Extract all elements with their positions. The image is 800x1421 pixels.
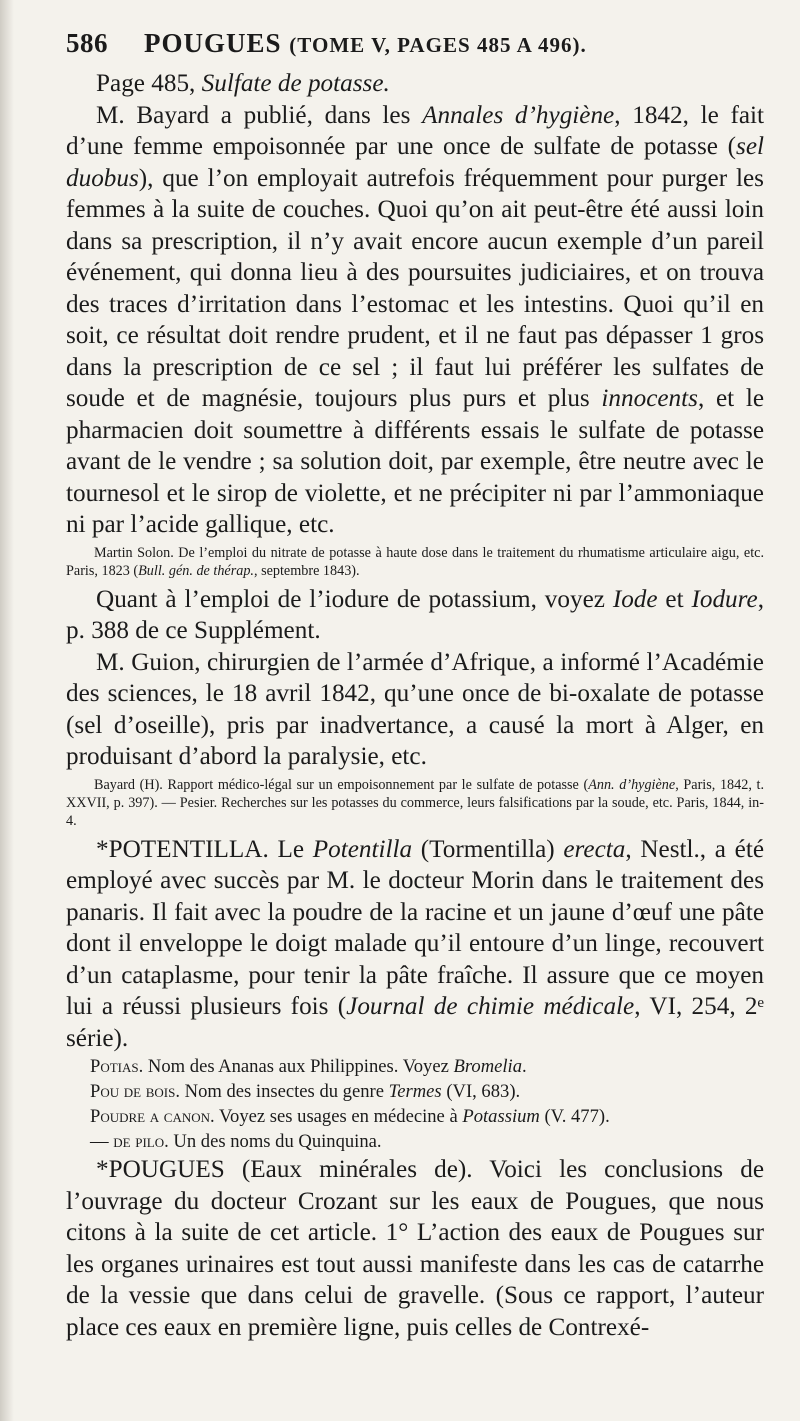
text: , p. 388 de ce Supplément.	[66, 585, 764, 644]
italic-text: erecta	[563, 835, 626, 863]
cross-reference: Potassium	[462, 1106, 540, 1127]
text: , Paris, 1842, t. XXVII, p. 397). — Pesier. Recherches sur les potasses du commerce, leurs falsifications par la soude, etc. Paris, 1844, in-4.	[66, 776, 764, 829]
cross-reference: Iode	[612, 585, 658, 613]
text: (V. 477).	[539, 1106, 610, 1127]
italic-text: Bull. gén. de thérap.	[138, 562, 254, 579]
running-header	[66, 28, 764, 68]
entry-head: *POTENTILLA. Le	[96, 835, 313, 863]
paragraph-bayard	[66, 100, 764, 541]
text: , septembre 1843).	[253, 562, 360, 579]
italic-text: Potentilla	[312, 835, 413, 863]
entry-head: Potias.	[90, 1056, 144, 1077]
entry-head: Pou de bois.	[90, 1081, 181, 1102]
cross-reference: Bromelia	[453, 1056, 523, 1077]
text: Voyez ses usages en médecine à	[214, 1106, 463, 1127]
italic-text: Sulfate de potasse.	[201, 70, 390, 97]
text: (Tormentilla)	[412, 835, 564, 863]
italic-text: Journal de chimie médicale	[346, 993, 635, 1020]
text: Nom des Ananas aux Philippines. Voyez	[143, 1056, 454, 1077]
text: M. Bayard a publié, dans les	[96, 101, 423, 129]
italic-text: innocents	[601, 385, 698, 412]
text: (VI, 683).	[441, 1081, 521, 1102]
entry-head: Poudre a canon.	[90, 1106, 215, 1127]
italic-text: Ann. d’hygiène	[588, 776, 676, 793]
entry-head: — de pilo.	[90, 1131, 169, 1152]
entry-pougues	[66, 1154, 764, 1343]
entry-potentilla	[66, 834, 764, 1055]
text: Page 485,	[96, 70, 202, 97]
text: Bayard (H). Rapport médico-légal sur un empoisonnement par le sulfate de potasse (	[94, 776, 589, 793]
entry-pou-de-bois	[66, 1079, 764, 1104]
text: Nom des insectes du genre	[180, 1081, 389, 1102]
entry-potias	[66, 1054, 764, 1079]
bibliographic-note	[66, 776, 764, 830]
text: Un des noms du Quinquina.	[168, 1131, 382, 1152]
cross-reference: Termes	[388, 1081, 442, 1102]
text: Quant à l’emploi de l’iodure de potassium, voyez	[96, 585, 613, 613]
text: *POUGUES (Eaux minérales de). Voici les conclusions de l’ouvrage du docteur Crozant sur les eaux de Pougues, que nous citons à la suite de cet article. 1° L’action des eaux de Pougues sur les organes urinaires est tout aussi manifeste dans les cas de catarrhe de la vessie que dans celui de gravelle. (Sous ce rapport, l’auteur place ces eaux en première ligne, puis celles de Contrexé-	[66, 1156, 764, 1341]
running-title-word: POUGUES	[144, 28, 282, 58]
cross-reference: Iodure	[691, 585, 758, 613]
paragraph-iodure	[66, 584, 764, 647]
text: .	[522, 1056, 527, 1077]
running-title	[144, 28, 587, 59]
entry-poudre-a-canon	[66, 1104, 764, 1129]
text: , et le pharmacien doit soumettre à différents essais le sulfate de potasse avant de le vendre ; sa solution doit, par exemple, être neutre avec le tournesol et le sirop de violette, et ne précipiter ni par l’ammoniaque ni par l’acide gallique, etc.	[66, 385, 764, 538]
text: , VI, 254, 2ᵉ série).	[66, 993, 764, 1052]
text: et	[657, 585, 692, 613]
entry-de-pilo	[66, 1129, 764, 1154]
volume-reference: (TOME V, PAGES 485 A 496).	[289, 33, 587, 57]
text: ), que l’on employait autrefois fréquemment pour purger les femmes à la suite de couches. Quoi qu’on ait peut-être été aussi loin dans sa prescription, il n’y avait encore aucun exemple d’un pareil événement, qui donna lieu à des poursuites judiciaires, et on trouva des traces d’irritation dans l’estomac et les intestins. Quoi qu’il en soit, ce résultat doit rendre prudent, et il ne faut pas dépasser 1 gros dans la prescription de ce sel ; il faut lui préférer les sulfates de soude et de magnésie, toujours plus purs et plus	[66, 164, 764, 412]
paragraph-guion	[66, 647, 764, 773]
paragraph-page-ref	[66, 68, 764, 100]
text: , 1842, le fait d’une femme empoisonnée par une once de sulfate de potasse (	[66, 101, 765, 160]
italic-text: Annales d’hygiène	[422, 101, 615, 129]
text: Martin Solon. De l’emploi du nitrate de potasse à haute dose dans le traitement du rhumatisme articulaire aigu, etc. Paris, 1823 (	[66, 544, 764, 579]
bibliographic-note	[66, 544, 764, 580]
page-number: 586	[66, 28, 108, 58]
text: M. Guion, chirurgien de l’armée d’Afrique, a informé l’Académie des sciences, le 18 avril 1842, qu’une once de bi-oxalate de potasse (sel d’oseille), pris par inadvertance, a causé la mort à Alger, en produisant d’abord la paralysie, etc.	[66, 648, 764, 770]
text: , Nestl., a été employé avec succès par M. le docteur Morin dans le traitement des panaris. Il fait avec la poudre de la racine et un jaune d’œuf une pâte dont il enveloppe le doigt malade qu’il entoure d’un linge, recouvert d’un cataplasme, pour tenir la pâte fraîche. Il assure que ce moyen lui a réussi plusieurs fois (	[66, 835, 765, 1020]
italic-text: sel duobus	[66, 133, 764, 192]
